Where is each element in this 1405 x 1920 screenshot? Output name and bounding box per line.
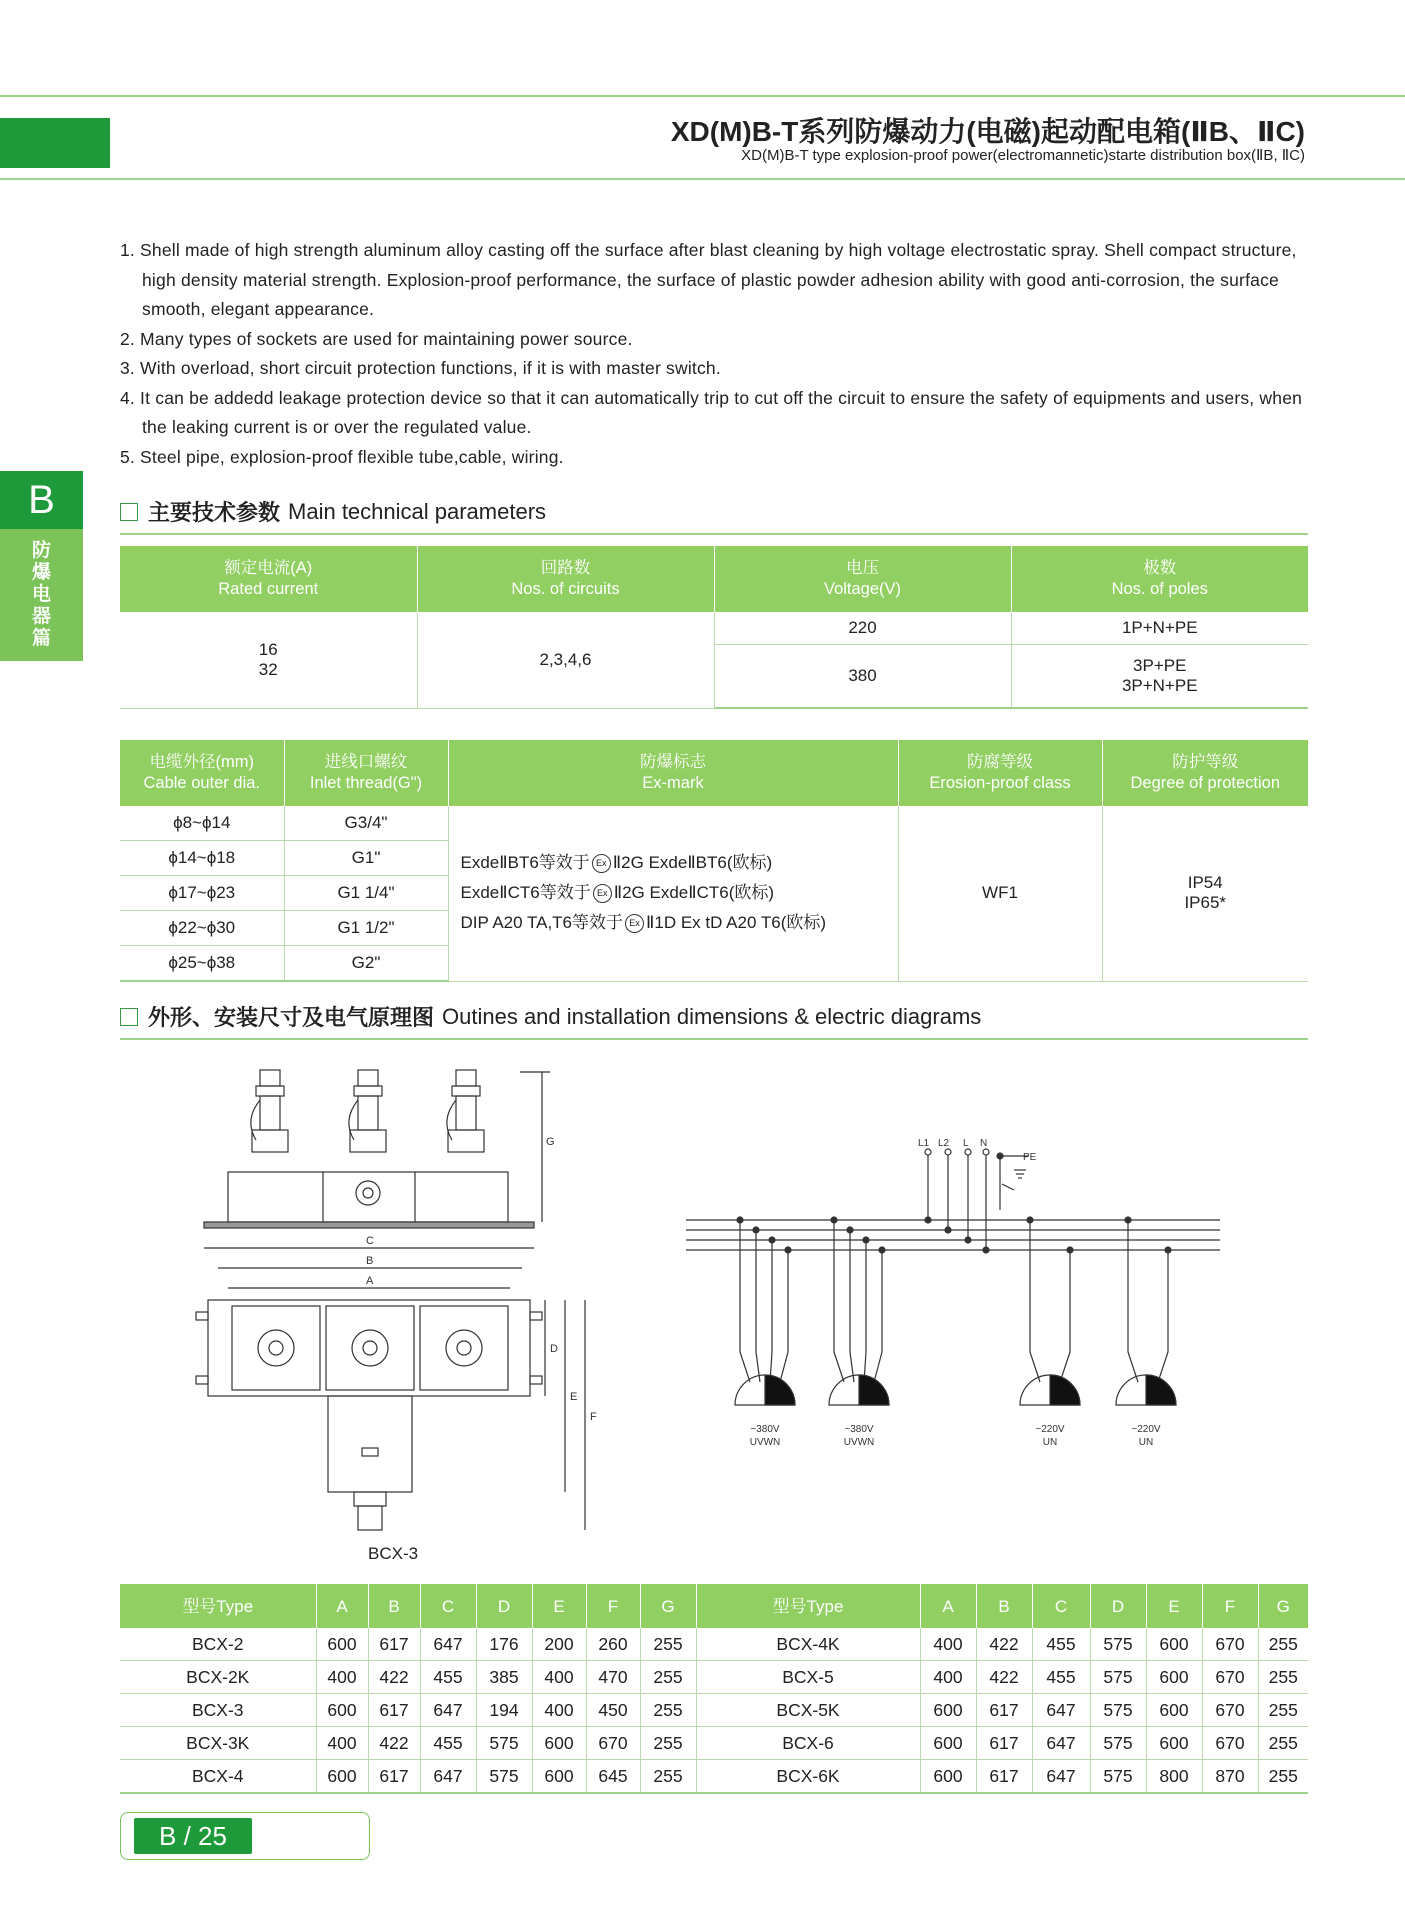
dim-cell: 575	[1090, 1760, 1146, 1794]
dim-cell: 670	[1202, 1628, 1258, 1661]
socket-drop	[735, 1217, 795, 1405]
dim-label: C	[366, 1235, 374, 1247]
header-top-rule	[0, 95, 1405, 97]
socket-voltage: ~220V	[1131, 1424, 1161, 1435]
model-cell: BCX-2K	[120, 1661, 316, 1694]
dim-header-g: G	[1258, 1584, 1308, 1628]
thread-cell: G2"	[284, 946, 448, 982]
ex-symbol-icon: Ex	[592, 854, 611, 873]
header-color-block	[0, 118, 110, 168]
section-heading-params	[120, 496, 546, 527]
terminal-label: L1	[918, 1138, 930, 1149]
feature-item: 1. Shell made of high strength aluminum alloy casting off the surface after blast cleaning by high voltage electrostatic spray. Shell compact structure, high density material strength. Explosion-proof performance, the surface of plastic powder adhesion ability with good anti-corrosion, the surface smooth, elegant appearance.	[120, 240, 1297, 319]
section-title-en: Outines and installation dimensions & electric diagrams	[442, 1003, 982, 1029]
model-cell: BCX-2	[120, 1628, 316, 1661]
dim-label: F	[590, 1411, 597, 1423]
dim-cell: 575	[1090, 1628, 1146, 1661]
poles-cell: 3P+PE 3P+N+PE	[1011, 644, 1308, 708]
feature-item: 5. Steel pipe, explosion-proof flexible tube,cable, wiring.	[120, 446, 564, 467]
dim-cell: 255	[640, 1727, 696, 1760]
dim-cell: 600	[1146, 1727, 1202, 1760]
dim-cell: 600	[532, 1760, 586, 1794]
exmark-cell	[448, 806, 898, 981]
electric-diagram	[680, 1130, 1230, 1460]
dim-cell: 600	[920, 1694, 976, 1727]
model-cell: BCX-5	[696, 1661, 920, 1694]
dim-cell: 255	[1258, 1760, 1308, 1794]
dim-cell: 617	[368, 1628, 420, 1661]
dim-cell: 600	[1146, 1694, 1202, 1727]
params-table	[120, 546, 1308, 709]
dim-header-f: F	[586, 1584, 640, 1628]
dim-cell: 617	[976, 1694, 1032, 1727]
cable-dia-cell: ϕ25~ϕ38	[120, 946, 284, 982]
table-row	[120, 1694, 1308, 1727]
dim-cell: 422	[368, 1727, 420, 1760]
dim-cell: 670	[1202, 1661, 1258, 1694]
dim-cell: 575	[1090, 1661, 1146, 1694]
dim-cell: 600	[1146, 1628, 1202, 1661]
table-row	[120, 1661, 1308, 1694]
exmark-line: ExdeⅡCT6等效于 Ex Ⅱ2G ExdeⅡCT6(欧标)	[460, 883, 775, 903]
cable-dia-cell: ϕ8~ϕ14	[120, 806, 284, 841]
dim-cell: 647	[1032, 1727, 1090, 1760]
header-exmark: 防爆标志 Ex-mark	[448, 740, 898, 806]
cable-table	[120, 740, 1308, 982]
section-title-en: Main technical parameters	[288, 498, 547, 524]
cable-dia-cell: ϕ22~ϕ30	[120, 911, 284, 946]
ex-symbol-icon: Ex	[593, 884, 612, 903]
dim-cell: 255	[1258, 1727, 1308, 1760]
socket-poles: UVWN	[843, 1437, 875, 1448]
thread-cell: G1 1/4"	[284, 876, 448, 911]
socket-voltage: ~380V	[844, 1424, 874, 1435]
page-number: B / 25	[134, 1818, 252, 1854]
header-rated-current: 额定电流(A) Rated current	[120, 546, 417, 612]
dim-cell: 600	[920, 1760, 976, 1794]
header-circuits: 回路数 Nos. of circuits	[417, 546, 714, 612]
header-voltage: 电压 Voltage(V)	[714, 546, 1011, 612]
terminal-label: PE	[1023, 1152, 1037, 1163]
dim-cell: 600	[920, 1727, 976, 1760]
thread-cell: G1"	[284, 841, 448, 876]
side-tab-char: 爆	[31, 562, 51, 583]
dim-cell: 400	[532, 1694, 586, 1727]
socket-poles: UN	[1042, 1437, 1058, 1448]
feature-item: 3. With overload, short circuit protection functions, if it is with master switch.	[120, 358, 721, 378]
dim-cell: 255	[640, 1661, 696, 1694]
terminal-labels	[918, 1138, 1037, 1163]
dim-header-f: F	[1202, 1584, 1258, 1628]
table-row	[120, 1628, 1308, 1661]
dim-cell: 600	[1146, 1661, 1202, 1694]
section-rule	[120, 1038, 1308, 1040]
header-inlet-thread: 进线口螺纹 Inlet thread(G")	[284, 740, 448, 806]
feature-item: 4. It can be addedd leakage protection device so that it can automatically trip to cut off the circuit to ensure the safety of equipments and users, when the leaking current is or over the regulated value.	[120, 387, 1303, 437]
dim-cell: 400	[532, 1661, 586, 1694]
erosion-cell: WF1	[898, 806, 1102, 981]
dim-cell: 455	[1032, 1661, 1090, 1694]
poles-cell: 1P+N+PE	[1011, 612, 1308, 644]
dim-cell: 470	[586, 1661, 640, 1694]
protection-cell: IP54 IP65*	[1102, 806, 1308, 981]
dim-cell: 600	[316, 1628, 368, 1661]
dim-header-type: 型号Type	[120, 1584, 316, 1628]
socket-plan-view	[196, 1235, 597, 1530]
side-tab-char: 防	[31, 540, 51, 561]
dim-cell: 617	[368, 1760, 420, 1794]
exmark-line: ExdeⅡBT6等效于 Ex Ⅱ2G ExdeⅡBT6(欧标)	[460, 853, 773, 873]
dim-cell: 400	[920, 1628, 976, 1661]
terminal-label: L2	[938, 1138, 950, 1149]
dim-cell: 575	[476, 1727, 532, 1760]
dim-label: E	[570, 1391, 578, 1403]
socket-drop	[1020, 1217, 1080, 1405]
terminal-label: N	[980, 1138, 988, 1149]
dim-cell: 255	[640, 1628, 696, 1661]
side-tab-letter: B	[0, 471, 83, 529]
dim-cell: 575	[1090, 1694, 1146, 1727]
section-heading-outlines	[120, 1001, 981, 1032]
dim-cell: 422	[976, 1661, 1032, 1694]
dim-cell: 600	[532, 1727, 586, 1760]
dim-cell: 194	[476, 1694, 532, 1727]
socket-drop	[829, 1217, 889, 1405]
dim-cell: 200	[532, 1628, 586, 1661]
socket-poles: UVWN	[749, 1437, 781, 1448]
dim-header-d: D	[476, 1584, 532, 1628]
dim-cell: 647	[1032, 1694, 1090, 1727]
circuits-cell: 2,3,4,6	[417, 612, 714, 708]
dim-header-b: B	[368, 1584, 420, 1628]
dim-cell: 255	[640, 1760, 696, 1794]
ex-symbol-icon: Ex	[625, 914, 644, 933]
socket-drop	[1116, 1217, 1176, 1405]
socket-voltage: ~380V	[750, 1424, 780, 1435]
dim-cell: 670	[586, 1727, 640, 1760]
model-cell: BCX-3K	[120, 1727, 316, 1760]
dim-cell: 255	[1258, 1628, 1308, 1661]
dim-cell: 647	[420, 1694, 476, 1727]
socket-voltage: ~220V	[1035, 1424, 1065, 1435]
dim-header-g: G	[640, 1584, 696, 1628]
dim-label: B	[366, 1255, 374, 1267]
dim-cell: 600	[316, 1760, 368, 1794]
dim-cell: 617	[368, 1694, 420, 1727]
dim-header-c: C	[1032, 1584, 1090, 1628]
dim-cell: 255	[1258, 1694, 1308, 1727]
terminal-label: L	[963, 1138, 969, 1149]
dim-cell: 455	[1032, 1628, 1090, 1661]
dim-cell: 385	[476, 1661, 532, 1694]
dimension-table	[120, 1584, 1308, 1794]
dim-cell: 176	[476, 1628, 532, 1661]
model-cell: BCX-6	[696, 1727, 920, 1760]
header-protection: 防护等级 Degree of protection	[1102, 740, 1308, 806]
dim-cell: 617	[976, 1727, 1032, 1760]
dim-cell: 455	[420, 1727, 476, 1760]
model-cell: BCX-5K	[696, 1694, 920, 1727]
cable-dia-cell: ϕ17~ϕ23	[120, 876, 284, 911]
dim-header-type: 型号Type	[696, 1584, 920, 1628]
feature-item: 2. Many types of sockets are used for maintaining power source.	[120, 328, 633, 349]
dim-cell: 575	[1090, 1727, 1146, 1760]
voltage-cell: 220	[714, 612, 1011, 644]
dim-cell: 617	[976, 1760, 1032, 1794]
checkbox-icon	[120, 503, 138, 521]
dim-cell: 670	[1202, 1727, 1258, 1760]
dim-cell: 260	[586, 1628, 640, 1661]
dim-cell: 400	[316, 1727, 368, 1760]
exmark-line: DIP A20 TA,T6等效于 Ex Ⅱ1D Ex tD A20 T6(欧标)	[460, 913, 827, 933]
dim-cell: 870	[1202, 1760, 1258, 1794]
dim-cell: 647	[1032, 1760, 1090, 1794]
dim-header-e: E	[1146, 1584, 1202, 1628]
table-row	[120, 1760, 1308, 1794]
feature-list	[120, 236, 1310, 472]
header-erosion: 防腐等级 Erosion-proof class	[898, 740, 1102, 806]
model-cell: BCX-6K	[696, 1760, 920, 1794]
dim-cell: 255	[1258, 1661, 1308, 1694]
page-title: XD(M)B-T系列防爆动力(电磁)起动配电箱(ⅡB、ⅡC)	[670, 116, 1305, 147]
drawing-model-label: BCX-3	[368, 1544, 419, 1563]
header-cable-dia: 电缆外径(mm) Cable outer dia.	[120, 740, 284, 806]
header-poles: 极数 Nos. of poles	[1011, 546, 1308, 612]
checkbox-icon	[120, 1008, 138, 1026]
dim-label: D	[550, 1343, 558, 1355]
cable-dia-cell: ϕ14~ϕ18	[120, 841, 284, 876]
side-tab-char: 电	[31, 584, 51, 605]
side-tab-label	[0, 529, 83, 661]
socket-side-view	[204, 1070, 555, 1228]
dim-cell: 670	[1202, 1694, 1258, 1727]
model-cell: BCX-4K	[696, 1628, 920, 1661]
dim-cell: 400	[316, 1661, 368, 1694]
dim-cell: 645	[586, 1760, 640, 1794]
side-tab-char: 篇	[31, 628, 51, 649]
model-cell: BCX-4	[120, 1760, 316, 1794]
section-rule	[120, 533, 1308, 535]
table-row	[120, 1727, 1308, 1760]
rated-current-cell: 16 32	[120, 612, 417, 708]
section-title-cn: 外形、安装尺寸及电气原理图	[148, 1005, 435, 1030]
dim-cell: 422	[368, 1661, 420, 1694]
header-bottom-rule	[0, 178, 1405, 180]
thread-cell: G3/4"	[284, 806, 448, 841]
dim-header-d: D	[1090, 1584, 1146, 1628]
dim-cell: 647	[420, 1760, 476, 1794]
dim-cell: 400	[920, 1661, 976, 1694]
dim-cell: 575	[476, 1760, 532, 1794]
side-tab-char: 器	[31, 606, 51, 627]
dim-header-e: E	[532, 1584, 586, 1628]
dim-cell: 800	[1146, 1760, 1202, 1794]
voltage-cell: 380	[714, 644, 1011, 708]
dim-cell: 600	[316, 1694, 368, 1727]
section-title-cn: 主要技术参数	[148, 500, 281, 525]
dim-header-a: A	[920, 1584, 976, 1628]
outline-drawing	[190, 1060, 610, 1560]
dim-cell: 450	[586, 1694, 640, 1727]
dim-label: A	[366, 1275, 374, 1287]
dim-header-a: A	[316, 1584, 368, 1628]
dim-cell: 455	[420, 1661, 476, 1694]
socket-poles: UN	[1138, 1437, 1154, 1448]
dim-cell: 422	[976, 1628, 1032, 1661]
dim-cell: 647	[420, 1628, 476, 1661]
dim-cell: 255	[640, 1694, 696, 1727]
model-cell: BCX-3	[120, 1694, 316, 1727]
page-subtitle: XD(M)B-T type explosion-proof power(electromannetic)starte distribution box(ⅡB, ⅡC)	[741, 147, 1305, 164]
dim-header-c: C	[420, 1584, 476, 1628]
thread-cell: G1 1/2"	[284, 911, 448, 946]
dim-header-b: B	[976, 1584, 1032, 1628]
dim-label: G	[546, 1136, 555, 1148]
